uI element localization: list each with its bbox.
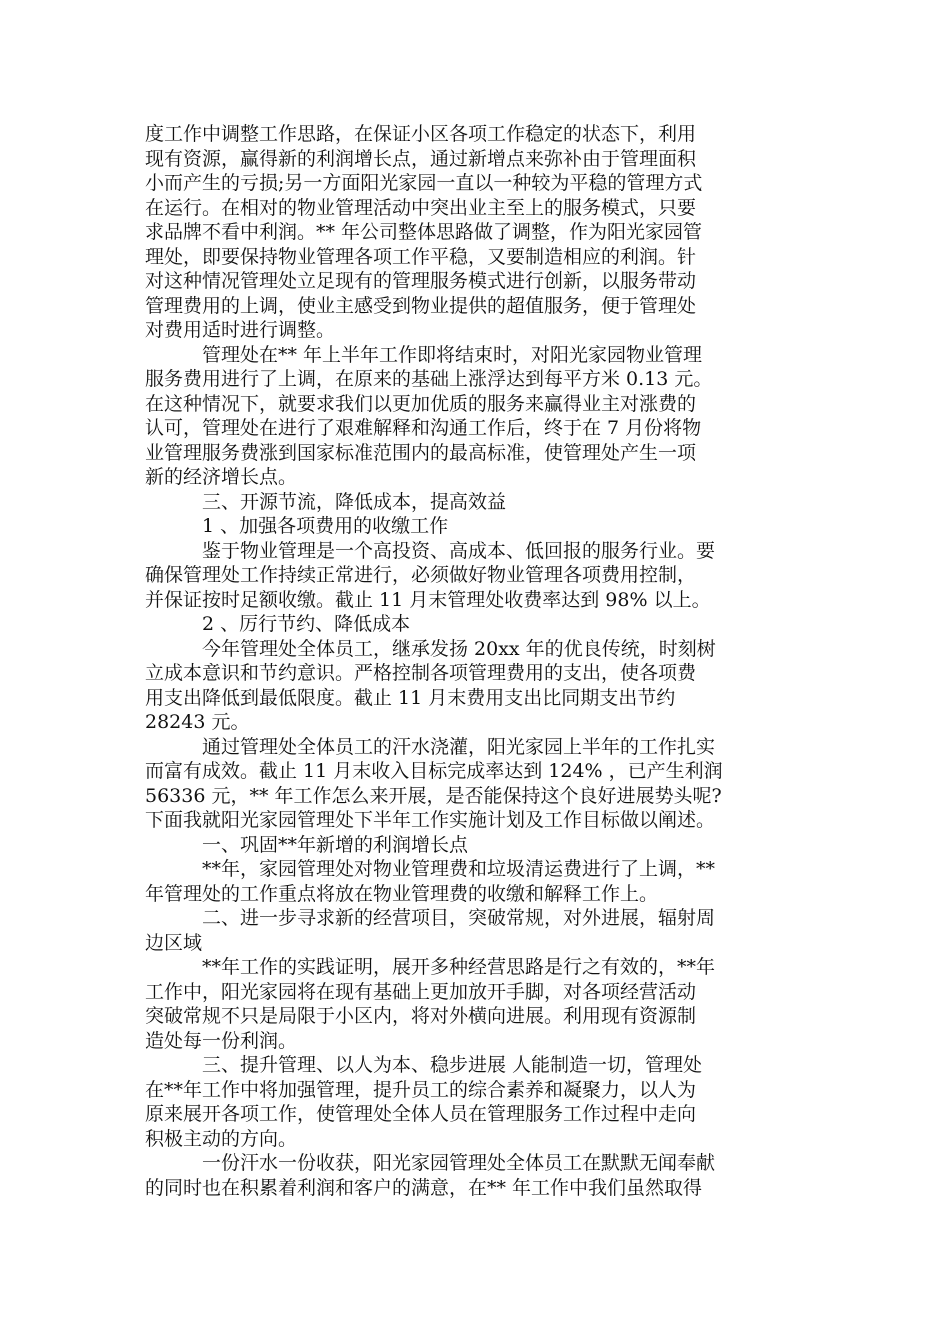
- text-line: 用支出降低到最低限度。截止 11 月末费用支出比同期支出节约: [145, 686, 676, 709]
- text-line: 服务费用进行了上调，在原来的基础上涨浮达到每平方米 0.13 元。: [145, 368, 713, 390]
- text-line: 对这种情况管理处立足现有的管理服务模式进行创新，以服务带动: [145, 270, 697, 292]
- text-line: 小而产生的亏损;另一方面阳光家园一直以一种较为平稳的管理方式: [145, 172, 703, 194]
- text-line: 工作中，阳光家园将在现有基础上更加放开手脚，对各项经营活动: [145, 980, 697, 1003]
- text-line: 边区域: [145, 931, 203, 954]
- text-line: 56336 元，** 年工作怎么来开展，是否能保持这个良好进展势头呢?: [145, 784, 722, 807]
- text-line: 立成本意识和节约意识。严格控制各项管理费用的支出，使各项费: [145, 662, 697, 684]
- text-line: 认可，管理处在进行了艰难解释和沟通工作后，终于在 7 月份将物: [145, 417, 702, 439]
- text-line: 度工作中调整工作思路，在保证小区各项工作稳定的状态下，利用: [145, 123, 697, 145]
- text-line: 鉴于物业管理是一个高投资、高成本、低回报的服务行业。要: [202, 539, 716, 562]
- text-line: 在运行。在相对的物业管理活动中突出业主至上的服务模式，只要: [145, 196, 697, 219]
- text-line: 今年管理处全体员工，继承发扬 20xx 年的优良传统，时刻树: [202, 637, 716, 660]
- text-line: 28243 元。: [145, 711, 250, 733]
- text-line: 积极主动的方向。: [145, 1127, 298, 1150]
- document-body: [145, 122, 810, 1200]
- text-line: **年，家园管理处对物业管理费和垃圾清运费进行了上调，**: [202, 858, 716, 880]
- text-line: 管理处在** 年上半年工作即将结束时，对阳光家园物业管理: [202, 343, 703, 366]
- text-line: 二、进一步寻求新的经营项目，突破常规，对外进展，辐射周: [202, 907, 716, 929]
- text-line: 求品牌不看中利润。** 年公司整体思路做了调整，作为阳光家园管: [145, 221, 703, 243]
- text-line: 一份汗水一份收获，阳光家园管理处全体员工在默默无闻奉献: [202, 1152, 716, 1174]
- text-line: 业管理服务费涨到国家标准范围内的最高标准，使管理处产生一项: [145, 441, 697, 464]
- text-line: 的同时也在积累着利润和客户的满意，在** 年工作中我们虽然取得: [145, 1176, 703, 1199]
- text-line: 理处，即要保持物业管理各项工作平稳，又要制造相应的利润。针: [145, 245, 697, 268]
- text-line: 年管理处的工作重点将放在物业管理费的收缴和解释工作上。: [145, 882, 659, 905]
- text-line: 管理费用的上调，使业主感受到物业提供的超值服务，便于管理处: [145, 294, 697, 317]
- text-line: 而富有成效。截止 11 月末收入目标完成率达到 124% ，已产生利润: [145, 760, 723, 782]
- text-line: 通过管理处全体员工的汗水浇灌，阳光家园上半年的工作扎实: [202, 735, 716, 758]
- text-line: 对费用适时进行调整。: [145, 319, 336, 341]
- text-line: 新的经济增长点。: [145, 466, 298, 488]
- text-line: 在这种情况下，就要求我们以更加优质的服务来赢得业主对涨费的: [145, 392, 697, 415]
- text-line: 并保证按时足额收缴。截止 11 月末管理处收费率达到 98% 以上。: [145, 588, 711, 611]
- text-line: 确保管理处工作持续正常进行，必须做好物业管理各项费用控制，: [145, 564, 697, 586]
- text-line: 在**年工作中将加强管理，提升员工的综合素养和凝聚力，以人为: [145, 1078, 697, 1101]
- text-line: 1 、加强各项费用的收缴工作: [202, 515, 449, 537]
- text-line: 造处每一份利润。: [145, 1029, 298, 1052]
- text-line: 现有资源，赢得新的利润增长点，通过新增点来弥补由于管理面积: [145, 147, 697, 170]
- text-line: 原来展开各项工作，使管理处全体人员在管理服务工作过程中走向: [145, 1103, 697, 1125]
- text-line: 三、提升管理、以人为本、稳步进展 人能制造一切，管理处: [202, 1054, 703, 1076]
- text-line: 一、巩固**年新增的利润增长点: [202, 833, 469, 856]
- text-line: **年工作的实践证明，展开多种经营思路是行之有效的，**年: [202, 956, 716, 978]
- text-line: 2 、厉行节约、降低成本: [202, 613, 411, 635]
- text-line: 下面我就阳光家园管理处下半年工作实施计划及工作目标做以阐述。: [145, 809, 716, 831]
- text-line: 三、开源节流，降低成本，提高效益: [202, 490, 507, 513]
- text-line: 突破常规不只是局限于小区内，将对外横向进展。利用现有资源制: [145, 1005, 697, 1027]
